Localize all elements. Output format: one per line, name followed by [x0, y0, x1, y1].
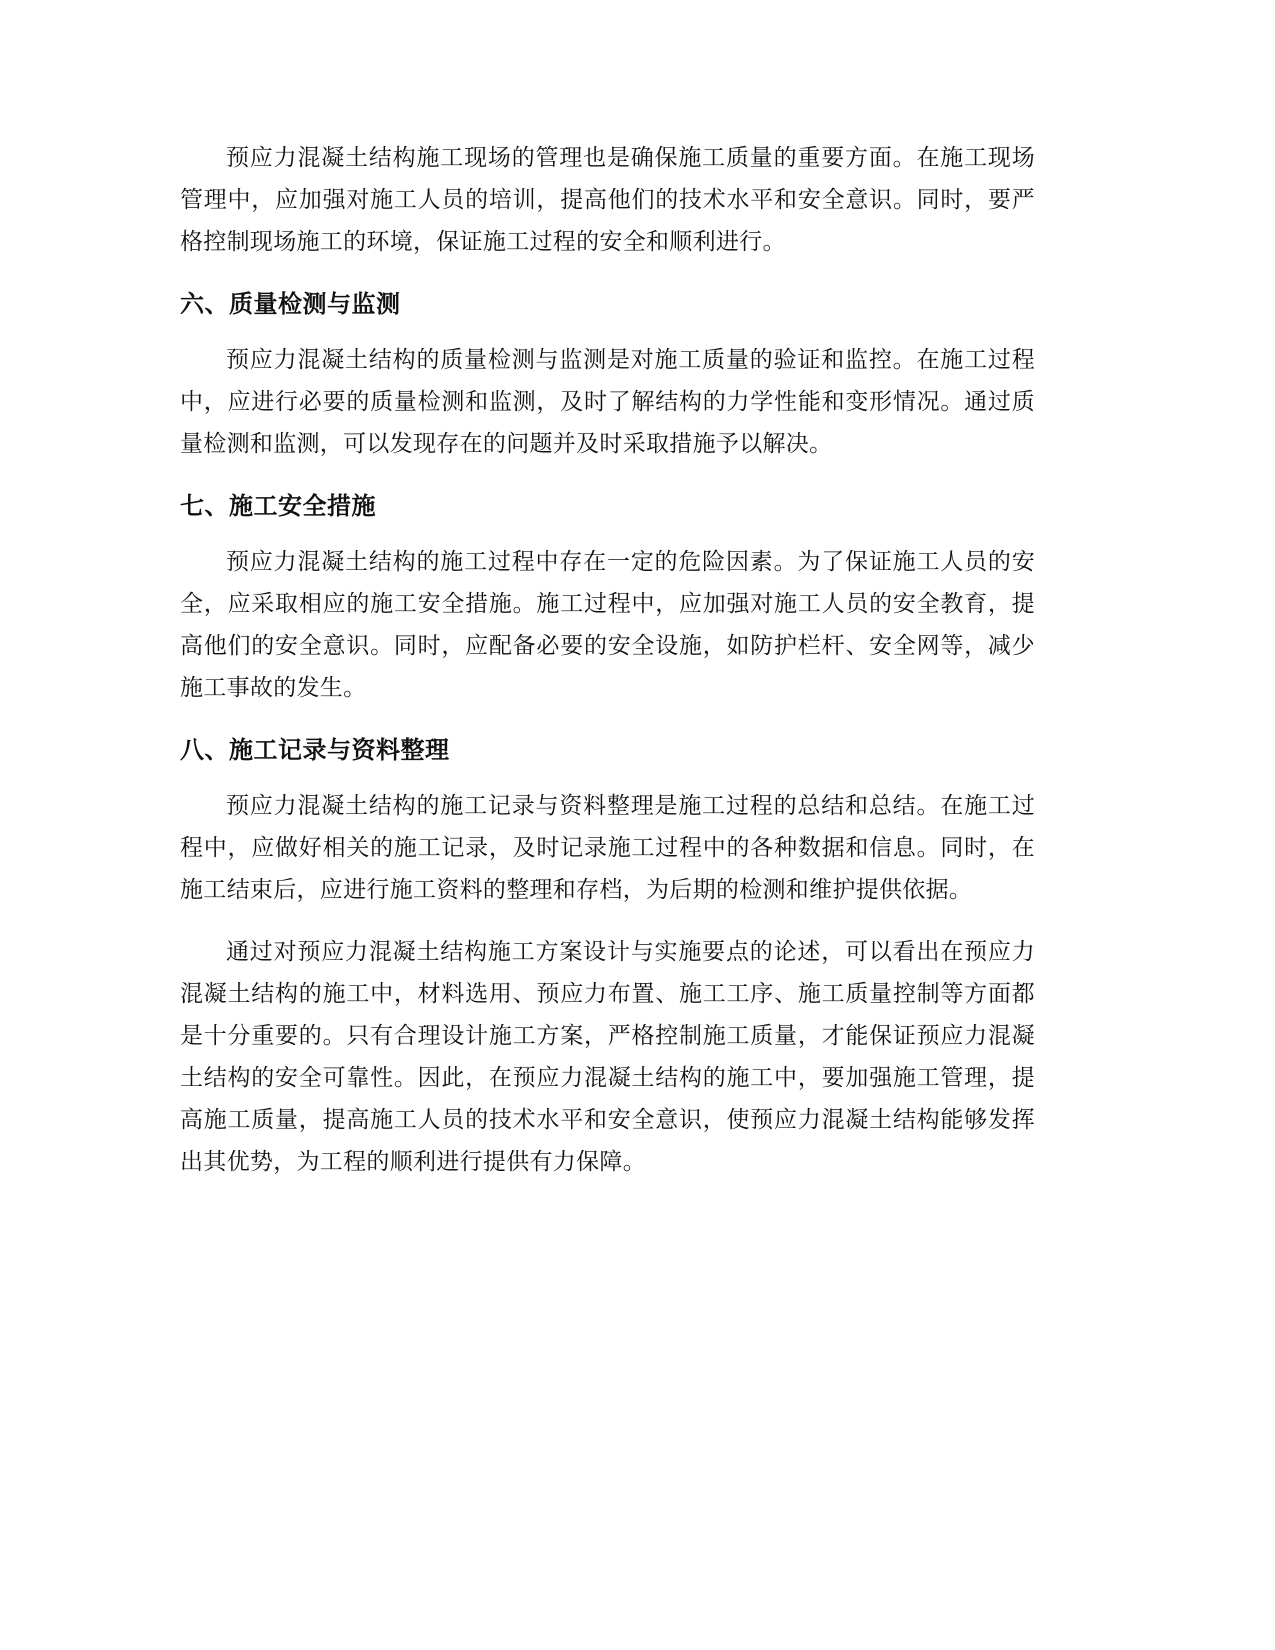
section-heading-safety-measures: 七、施工安全措施	[180, 492, 376, 520]
section-heading-quality-inspection: 六、质量检测与监测	[180, 290, 401, 318]
section-paragraph-records: 预应力混凝土结构的施工记录与资料整理是施工过程的总结和总结。在施工过程中，应做好相关的施工记录，及时记录施工过程中的各种数据和信息。同时，在施工结束后，应进行施工资料的整理和存档，为后期的检测和维护提供依据。	[180, 793, 1035, 903]
section-paragraph-safety-measures: 预应力混凝土结构的施工过程中存在一定的危险因素。为了保证施工人员的安全，应采取相应的施工安全措施。施工过程中，应加强对施工人员的安全教育，提高他们的安全意识。同时，应配备必要的安全设施，如防护栏杆、安全网等，减少施工事故的发生。	[180, 549, 1035, 701]
conclusion-paragraph: 通过对预应力混凝土结构施工方案设计与实施要点的论述，可以看出在预应力混凝土结构的施工中，材料选用、预应力布置、施工工序、施工质量控制等方面都是十分重要的。只有合理设计施工方案，严格控制施工质量，才能保证预应力混凝土结构的安全可靠性。因此，在预应力混凝土结构的施工中，要加强施工管理，提高施工质量，提高施工人员的技术水平和安全意识，使预应力混凝土结构能够发挥出其优势，为工程的顺利进行提供有力保障。	[180, 939, 1035, 1175]
document-page	[180, 137, 1035, 1203]
intro-paragraph: 预应力混凝土结构施工现场的管理也是确保施工质量的重要方面。在施工现场管理中，应加强对施工人员的培训，提高他们的技术水平和安全意识。同时，要严格控制现场施工的环境，保证施工过程的安全和顺利进行。	[180, 145, 1035, 255]
section-heading-records: 八、施工记录与资料整理	[180, 736, 450, 764]
section-paragraph-quality-inspection: 预应力混凝土结构的质量检测与监测是对施工质量的验证和监控。在施工过程中，应进行必要的质量检测和监测，及时了解结构的力学性能和变形情况。通过质量检测和监测，可以发现存在的问题并及时采取措施予以解决。	[180, 347, 1035, 457]
